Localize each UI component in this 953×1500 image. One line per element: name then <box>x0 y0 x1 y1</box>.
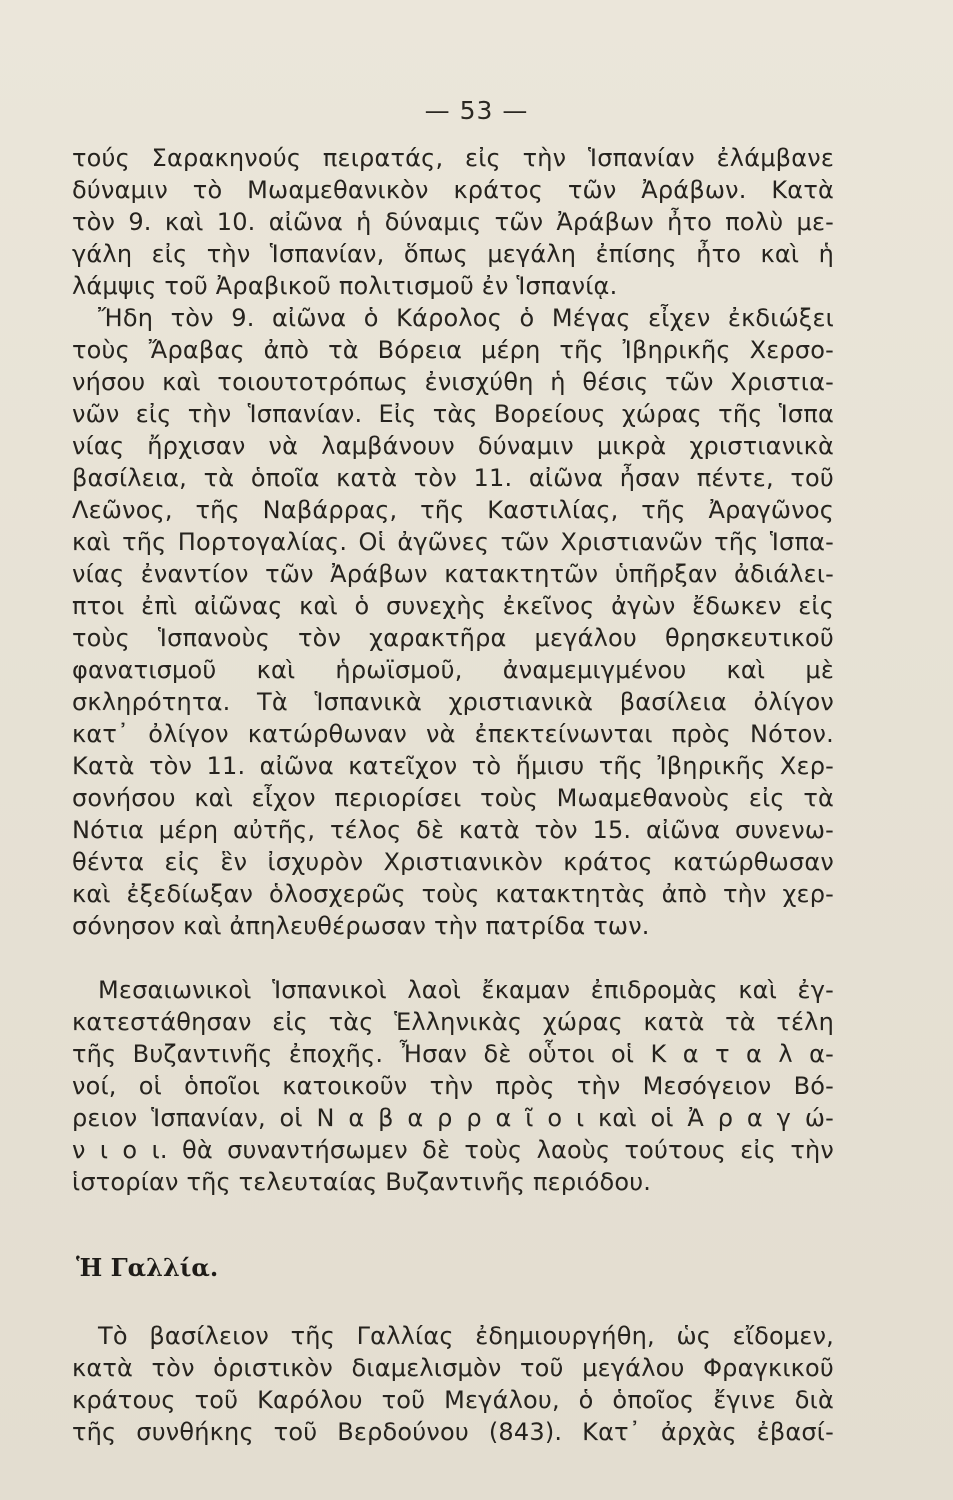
text-line: σονήσου καὶ εἶχον περιορίσει τοὺς Μωαμεθανοὺς εἰς τὰ <box>72 784 834 812</box>
text-line: Νότια μέρη αὐτῆς, τέλος δὲ κατὰ τὸν 15. αἰῶνα συνενω- <box>72 816 834 844</box>
text-line: κράτους τοῦ Καρόλου τοῦ Μεγάλου, ὁ ὁποῖος ἔγινε διὰ <box>72 1386 834 1414</box>
text-line: ἱστορίαν τῆς τελευταίας Βυζαντινῆς περιόδου. <box>72 1168 652 1196</box>
text-line: νίας ἤρχισαν νὰ λαμβάνουν δύναμιν μικρὰ χριστιανικὰ <box>72 432 834 460</box>
text-line: γάλη εἰς τὴν Ἱσπανίαν, ὅπως μεγάλη ἐπίσης ἦτο καὶ ἡ <box>72 240 834 268</box>
text-line: τῆς συνθήκης τοῦ Βερδούνου (843). Κατ᾽ ἀρχὰς ἐβασί- <box>72 1418 834 1446</box>
text-line: Λεῶνος, τῆς Ναβάρρας, τῆς Καστιλίας, τῆς Ἀραγῶνος <box>72 496 834 524</box>
text-line: ν ι ο ι. θὰ συναντήσωμεν δὲ τοὺς λαοὺς τούτους εἰς τὴν <box>72 1136 834 1164</box>
text-line: δύναμιν τὸ Μωαμεθανικὸν κράτος τῶν Ἀράβων. Κατὰ <box>72 176 834 204</box>
text-line: Κατὰ τὸν 11. αἰῶνα κατεῖχον τὸ ἥμισυ τῆς Ἰβηρικῆς Χερ- <box>72 752 834 780</box>
text-line: τοὺς Ἄραβας ἀπὸ τὰ Βόρεια μέρη τῆς Ἰβηρικῆς Χερσο- <box>72 336 834 364</box>
text-line: ρειον Ἱσπανίαν, οἱ Ν α β α ρ ρ α ῖ ο ι καὶ οἱ Ἀ ρ α γ ώ- <box>72 1104 834 1132</box>
text-line: νίας ἐναντίον τῶν Ἀράβων κατακτητῶν ὑπῆρξαν ἀδιάλει- <box>72 560 834 588</box>
text-line: σκληρότητα. Τὰ Ἱσπανικὰ χριστιανικὰ βασίλεια ὀλίγον <box>72 688 834 716</box>
text-line: κατ᾽ ὀλίγον κατώρθωναν νὰ ἐπεκτείνωνται πρὸς Νότον. <box>72 720 834 748</box>
text-line: τῆς Βυζαντινῆς ἐποχῆς. Ἦσαν δὲ οὗτοι οἱ Κ α τ α λ α- <box>72 1040 834 1068</box>
text-line: λάμψις τοῦ Ἀραβικοῦ πολιτισμοῦ ἐν Ἱσπανίᾳ. <box>72 272 618 300</box>
text-line: θέντα εἰς ἓν ἰσχυρὸν Χριστιανικὸν κράτος κατώρθωσαν <box>72 848 834 876</box>
text-line: τοὺς Ἱσπανοὺς τὸν χαρακτῆρα μεγάλου θρησκευτικοῦ <box>72 624 834 652</box>
text-line: Τὸ βασίλειον τῆς Γαλλίας ἐδημιουργήθη, ὡς εἴδομεν, <box>98 1322 834 1350</box>
text-line: νήσου καὶ τοιουτοτρόπως ἐνισχύθη ἡ θέσις τῶν Χριστια- <box>72 368 834 396</box>
page-number: — 53 — <box>424 96 529 125</box>
text-line: πτοι ἐπὶ αἰῶνας καὶ ὁ συνεχὴς ἐκεῖνος ἀγὼν ἔδωκεν εἰς <box>72 592 834 620</box>
text-line: Μεσαιωνικοὶ Ἱσπανικοὶ λαοὶ ἔκαμαν ἐπιδρομὰς καὶ ἐγ- <box>98 976 834 1004</box>
text-line: νοί, οἱ ὁποῖοι κατοικοῦν τὴν πρὸς τὴν Μεσόγειον Βό- <box>72 1072 834 1100</box>
section-heading: Ἡ Γαλλία. <box>76 1253 219 1282</box>
text-line: Ἤδη τὸν 9. αἰῶνα ὁ Κάρολος ὁ Μέγας εἶχεν ἐκδιώξει <box>98 304 834 332</box>
text-line: κατὰ τὸν ὁριστικὸν διαμελισμὸν τοῦ μεγάλου Φραγκικοῦ <box>72 1354 834 1382</box>
text-line: βασίλεια, τὰ ὁποῖα κατὰ τὸν 11. αἰῶνα ἦσαν πέντε, τοῦ <box>72 464 834 492</box>
text-line: καὶ τῆς Πορτογαλίας. Οἱ ἀγῶνες τῶν Χριστιανῶν τῆς Ἱσπα- <box>72 528 834 556</box>
text-line: σόνησον καὶ ἀπηλευθέρωσαν τὴν πατρίδα των. <box>72 912 650 940</box>
text-line: φανατισμοῦ καὶ ἡρωϊσμοῦ, ἀναμεμιγμένου καὶ μὲ <box>72 656 834 684</box>
text-line: τὸν 9. καὶ 10. αἰῶνα ἡ δύναμις τῶν Ἀράβων ἦτο πολὺ με- <box>72 208 834 236</box>
text-line: τούς Σαρακηνούς πειρατάς, εἰς τὴν Ἱσπανίαν ἐλάμβανε <box>72 144 834 172</box>
text-line: νῶν εἰς τὴν Ἱσπανίαν. Εἰς τὰς Βορείους χώρας τῆς Ἱσπα <box>72 400 834 428</box>
text-line: καὶ ἐξεδίωξαν ὁλοσχερῶς τοὺς κατακτητὰς ἀπὸ τὴν χερ- <box>72 880 834 908</box>
text-line: κατεστάθησαν εἰς τὰς Ἑλληνικὰς χώρας κατὰ τὰ τέλη <box>72 1008 834 1036</box>
